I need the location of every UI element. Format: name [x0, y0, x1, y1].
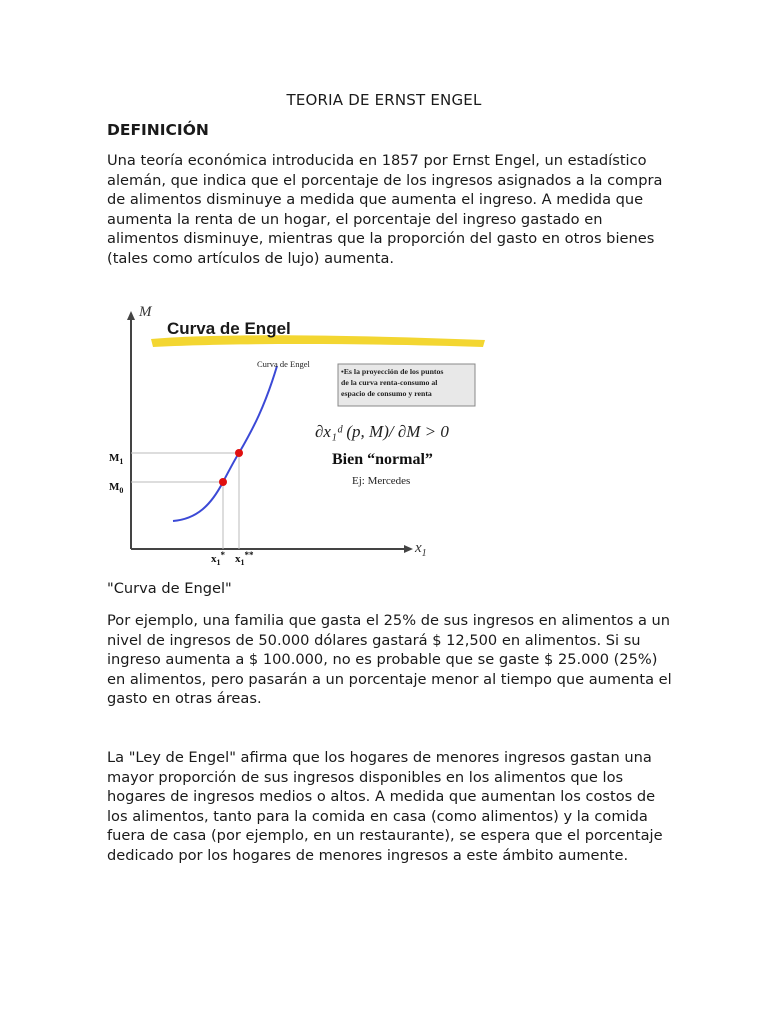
figure-caption: "Curva de Engel": [107, 580, 232, 597]
x-axis-label: $x_1$: [415, 540, 427, 559]
y-axis-arrow: [127, 311, 135, 320]
engel-curve-figure: [107, 281, 490, 570]
example-label: Ej: Mercedes: [352, 475, 411, 487]
document-title: TEORIA DE ERNST ENGEL: [286, 91, 482, 109]
point-m1: [235, 449, 243, 457]
m1-label: $M_1$: [109, 452, 124, 466]
derivative-formula: ∂x₁ᵈ (p, M)/ ∂M > 0: [315, 422, 449, 441]
paragraph-example: Por ejemplo, una familia que gasta el 25% de sus ingresos en alimentos a un nivel de ingresos de 50.000 dólares gastará $ 12,500 en alimentos. Si su ingreso aumenta a $ 100.000, no es probable que se gaste $ 25.000 (25%) en alimentos, pero pasarán a un porcentaje menor al tiempo que aumenta el gasto en otras áreas.: [107, 612, 672, 708]
banner-title: Curva de Engel: [167, 319, 291, 338]
engel-curve-svg: [107, 281, 490, 570]
x1-star-label: $x_1^*$: [211, 550, 225, 567]
section-heading: DEFINICIÓN: [107, 121, 209, 139]
y-axis-label: M: [139, 304, 152, 320]
m0-label: $M_0$: [109, 481, 124, 495]
paragraph-engel-law: La "Ley de Engel" afirma que los hogares de menores ingresos gastan una mayor proporción de sus ingresos disponibles en los alimentos que los hogares de ingresos medios o altos. A medida que aumentan los costos de los alimentos, tanto para la comida en casa (como alimentos) y la comida fuera de casa (por ejemplo, en un restaurante), se espera que el porcentaje dedicado por los hogares de menores ingresos a este ámbito aumente.: [107, 749, 663, 864]
normal-good-label: Bien “normal”: [332, 451, 433, 468]
x-axis-arrow: [404, 545, 413, 553]
paragraph-definition: Una teoría económica introducida en 1857 por Ernst Engel, un estadístico alemán, que indica que el porcentaje de los ingresos asignados a la compra de alimentos disminuye a medida que aumenta el ingreso. A medida que aumenta la renta de un hogar, el porcentaje del ingreso gastado en alimentos disminuye, mientras que la proporción del gasto en otros bienes (tales como artículos de lujo) aumenta.: [107, 152, 663, 267]
callout-text: •Es la proyección de los puntos de la curva renta-consumo al espacio de consumo y renta: [341, 367, 444, 398]
x1-double-star-label: $x_1^{**}$: [235, 550, 254, 567]
curve-label: Curva de Engel: [257, 359, 310, 369]
point-m0: [219, 478, 227, 486]
engel-curve: [173, 366, 277, 521]
